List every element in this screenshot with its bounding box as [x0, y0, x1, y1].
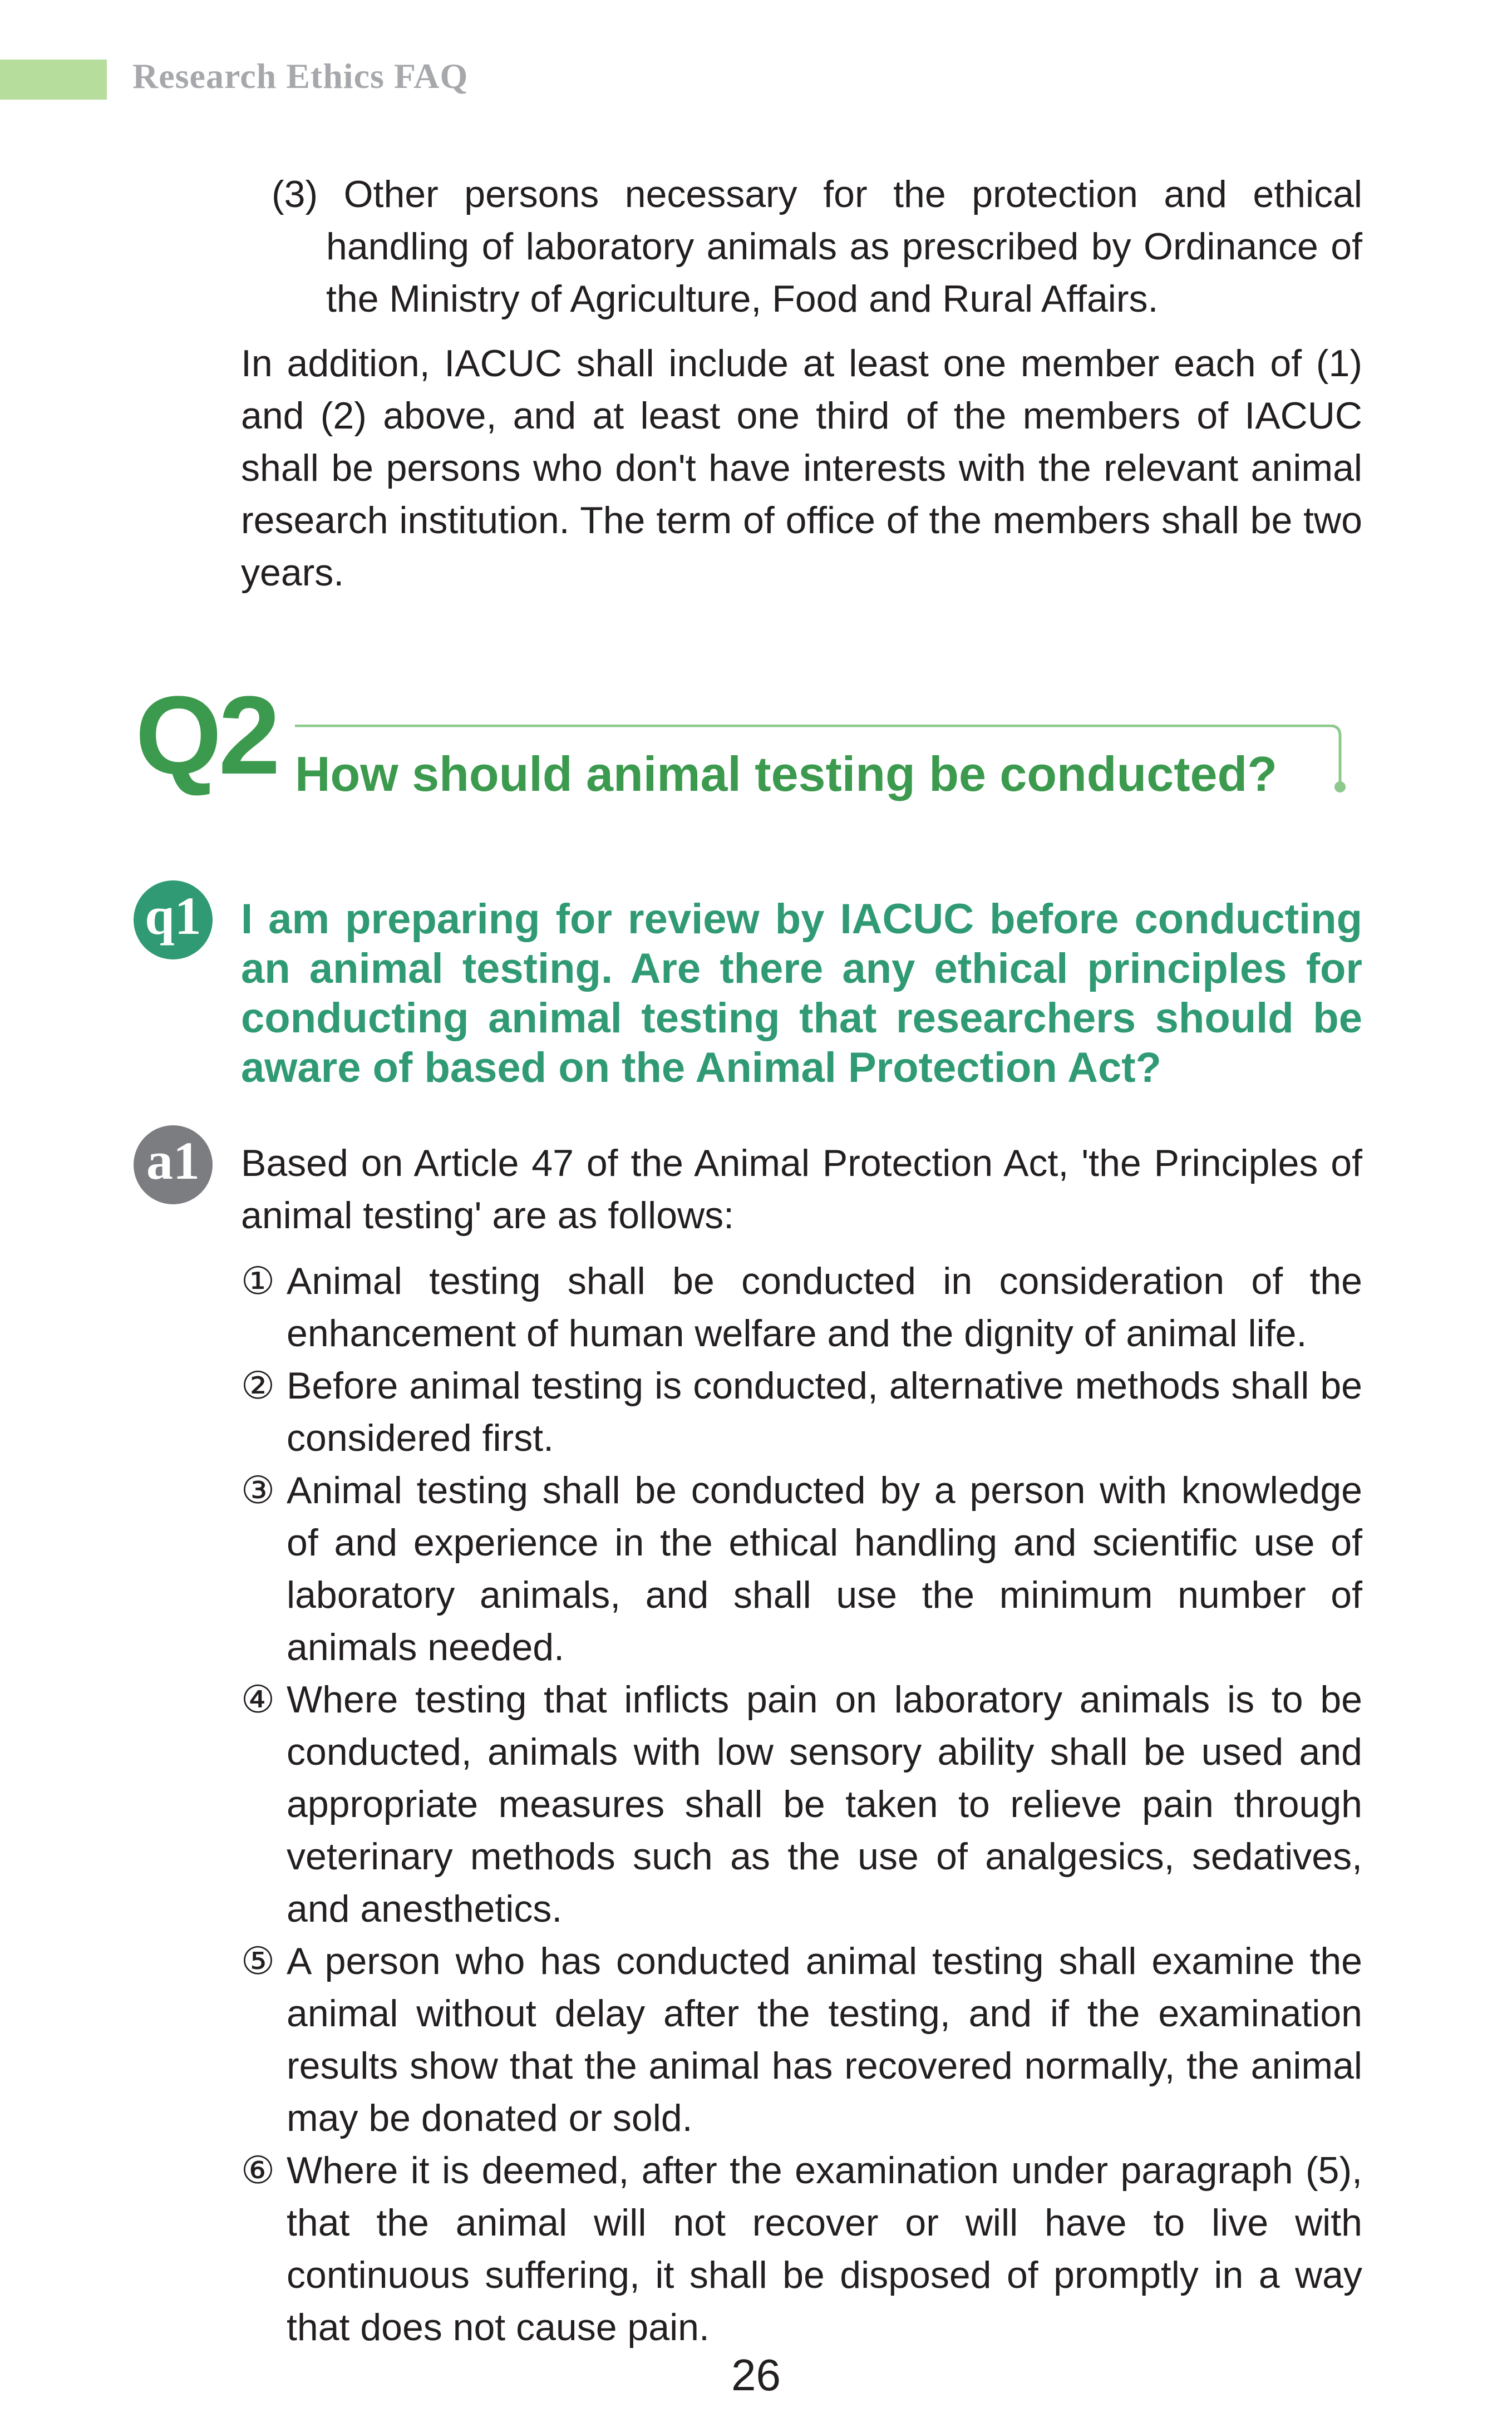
list-item-number: ①: [241, 1260, 275, 1302]
list-item-text: A person who has conducted animal testing shall examine the animal without delay after the testing, and if the examination results show that the animal has recovered normally, the animal may be donated or sold.: [287, 1940, 1362, 2139]
list-item-text: Where it is deemed, after the examination under paragraph (5), that the animal will not recover or will have to live with continuous suffering, it shall be disposed of promptly in a way that does not cause pain.: [287, 2149, 1362, 2349]
list-item-text: Before animal testing is conducted, alternative methods shall be considered first.: [287, 1365, 1362, 1459]
list-item-number: ②: [241, 1365, 275, 1407]
list-item: [241, 2144, 1362, 2354]
section-title: How should animal testing be conducted?: [295, 746, 1277, 801]
list-item: [241, 1360, 1362, 1464]
list-item-number: ⑥: [241, 2149, 275, 2192]
list-item-number: ④: [241, 1678, 275, 1721]
answer-intro: Based on Article 47 of the Animal Protection Act, 'the Principles of animal testing' are as follows:: [241, 1142, 1362, 1237]
list-item-text: Animal testing shall be conducted by a person with knowledge of and experience in the ethical handling and scientific use of laboratory animals, and shall use the minimum number of animals needed.: [287, 1469, 1362, 1668]
list-item-text: Animal testing shall be conducted in consideration of the enhancement of human welfare and the dignity of animal life.: [287, 1260, 1362, 1355]
header-accent-bar: [0, 60, 107, 100]
answer-badge: a1: [134, 1125, 213, 1204]
list-item: [241, 1673, 1362, 1935]
principles-list: [241, 1255, 1362, 2354]
list-item-number: ⑤: [241, 1940, 275, 1982]
page-number: 26: [731, 2350, 781, 2400]
section-label-q2: Q2: [135, 673, 277, 797]
running-header-title: Research Ethics FAQ: [132, 56, 469, 96]
list-item: [241, 1464, 1362, 1673]
intro-list-item-3: (3) Other persons necessary for the protection and ethical handling of laboratory animals as prescribed by Ordinance of the Ministry of Agriculture, Food and Rural Affairs.: [272, 173, 1362, 320]
list-item-number: ③: [241, 1469, 275, 1512]
question-text: I am preparing for review by IACUC before conducting an animal testing. Are there any ethical principles for conducting animal testing that researchers should be aware of based on the Animal Protection Act?: [241, 895, 1362, 1091]
question-badge: q1: [134, 880, 213, 959]
list-item: [241, 1255, 1362, 1360]
list-item: [241, 1935, 1362, 2144]
intro-paragraph: In addition, IACUC shall include at least one member each of (1) and (2) above, and at least one third of the members of IACUC shall be persons who don't have interests with the relevant animal research institution. The term of office of the members shall be two years.: [241, 342, 1362, 594]
list-item-text: Where testing that inflicts pain on laboratory animals is to be conducted, animals with low sensory ability shall be used and appropriate measures shall be taken to relieve pain through veterinary methods such as the use of analgesics, sedatives, and anesthetics.: [287, 1678, 1362, 1930]
